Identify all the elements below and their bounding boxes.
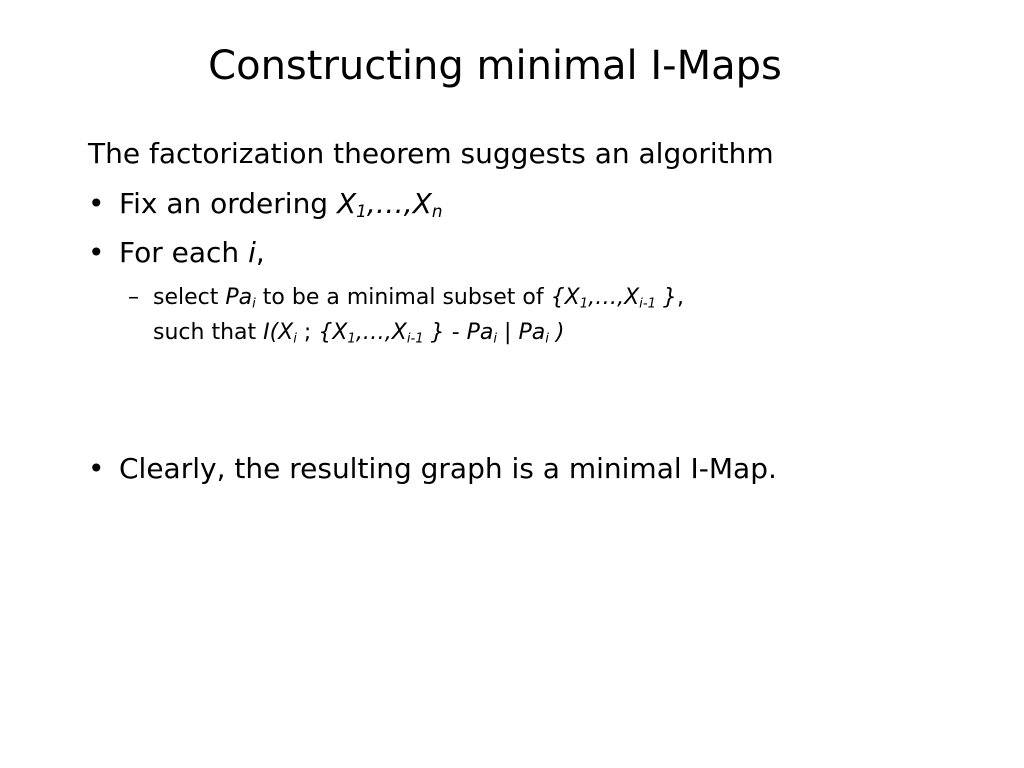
dash-marker: – xyxy=(128,285,139,310)
bullet-conclusion: Clearly, the resulting graph is a minimal I-Map. xyxy=(119,452,777,485)
bullet-marker: • xyxy=(88,187,105,220)
sub-bullet-line1: select $Pa_i$ to be a minimal subset of {$X_1,\dots,X_{i-1}$ }, xyxy=(153,285,684,312)
intro-text: The factorization theorem suggests an algorithm xyxy=(88,137,774,170)
bullet-marker: • xyxy=(88,236,105,269)
var-x1: $X_1,\dots,X_n$ xyxy=(336,187,443,222)
bullet-for-each-text: For each xyxy=(119,236,249,269)
var-i: i xyxy=(248,236,256,269)
bullet-fix-text: Fix an ordering xyxy=(119,187,337,220)
sub-bullet-line2: such that $I(X_i$ ; {$X_1,\dots,X_{i-1}$ } - $Pa_i$ | $Pa_i$ ) xyxy=(153,320,565,347)
bullet-marker: • xyxy=(88,452,105,485)
bullet-for-each: For each i, xyxy=(119,236,265,269)
bullet-fix-ordering xyxy=(119,184,443,224)
slide-title: Constructing minimal I-Maps xyxy=(208,43,782,89)
